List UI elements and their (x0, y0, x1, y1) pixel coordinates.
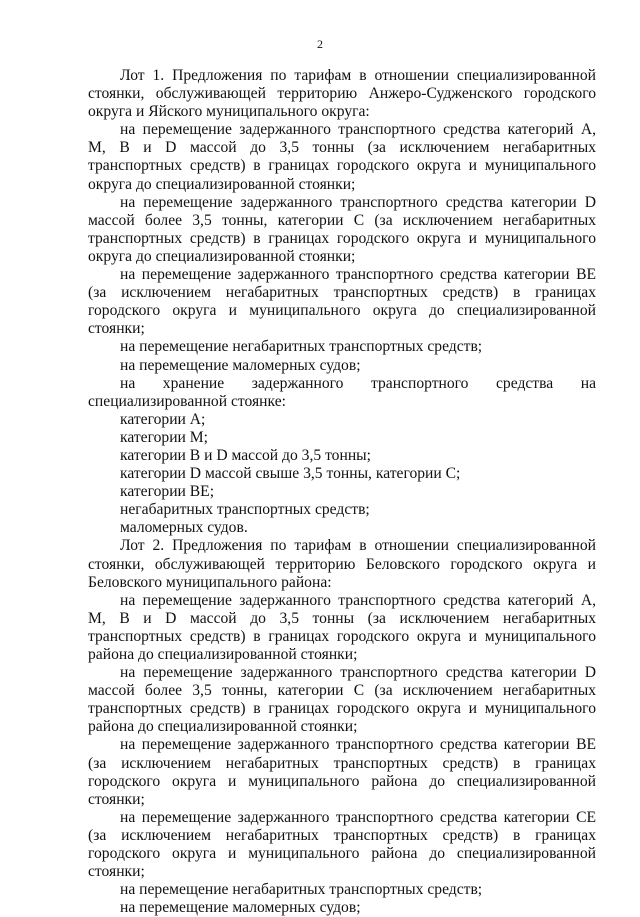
paragraph: на перемещение маломерных судов; (120, 899, 361, 917)
paragraph: на хранение задержанного транспортного средства на специализированной стоянке: (88, 374, 596, 410)
paragraph: на перемещение негабаритных транспортных средств; (120, 338, 483, 356)
list-item: категории A; (120, 410, 206, 428)
list-item: категории D массой свыше 3,5 тонны, категории C; (120, 465, 461, 483)
paragraph: на перемещение задержанного транспортного средства категории CE (за исключением негабаритных транспортных средств) в границах городского округа и муниципального района до специализированной стоянки; (88, 808, 596, 881)
document-body (88, 67, 596, 917)
list-item: категории BE; (120, 483, 215, 501)
paragraph-lot-2-heading: Лот 2. Предложения по тарифам в отношении специализированной стоянки, обслуживающей территорию Беловского городского округа и Беловского муниципального района: (88, 537, 596, 591)
list-item: негабаритных транспортных средств; (120, 501, 370, 519)
paragraph: на перемещение задержанного транспортного средства категории BE (за исключением негабаритных транспортных средств) в границах городского округа и муниципального округа до специализированной стоянки; (88, 266, 596, 338)
page-number: 2 (317, 37, 323, 51)
paragraph: на перемещение негабаритных транспортных средств; (120, 881, 483, 899)
paragraph: на перемещение задержанного транспортного средства категорий A, M, B и D массой до 3,5 тонны (за исключением негабаритных транспортных средств) в границах городского округа и муниципального округа до специализированной стоянки; (88, 121, 596, 193)
list-item: маломерных судов. (120, 519, 248, 537)
list-item: категории B и D массой до 3,5 тонны; (120, 446, 371, 464)
paragraph: на перемещение задержанного транспортного средства категории BE (за исключением негабаритных транспортных средств) в границах городского округа и муниципального района до специализированной стоянки; (88, 736, 596, 808)
paragraph: на перемещение задержанного транспортного средства категорий A, M, B и D массой до 3,5 тонны (за исключением негабаритных транспортных средств) в границах городского округа и муниципального района до специализированной стоянки; (88, 591, 596, 663)
paragraph-lot-1-heading: Лот 1. Предложения по тарифам в отношении специализированной стоянки, обслуживающей территорию Анжеро-Судженского городского округа и Яйского муниципального округа: (88, 67, 596, 121)
paragraph: на перемещение задержанного транспортного средства категории D массой более 3,5 тонны, категории C (за исключением негабаритных транспортных средств) в границах городского округа и муниципального округа до специализированной стоянки; (88, 193, 596, 265)
paragraph: на перемещение маломерных судов; (120, 356, 361, 374)
list-item: категории M; (120, 428, 208, 446)
paragraph: на перемещение задержанного транспортного средства категории D массой более 3,5 тонны, категории C (за исключением негабаритных транспортных средств) в границах городского округа и муниципального района до специализированной стоянки; (88, 664, 596, 736)
